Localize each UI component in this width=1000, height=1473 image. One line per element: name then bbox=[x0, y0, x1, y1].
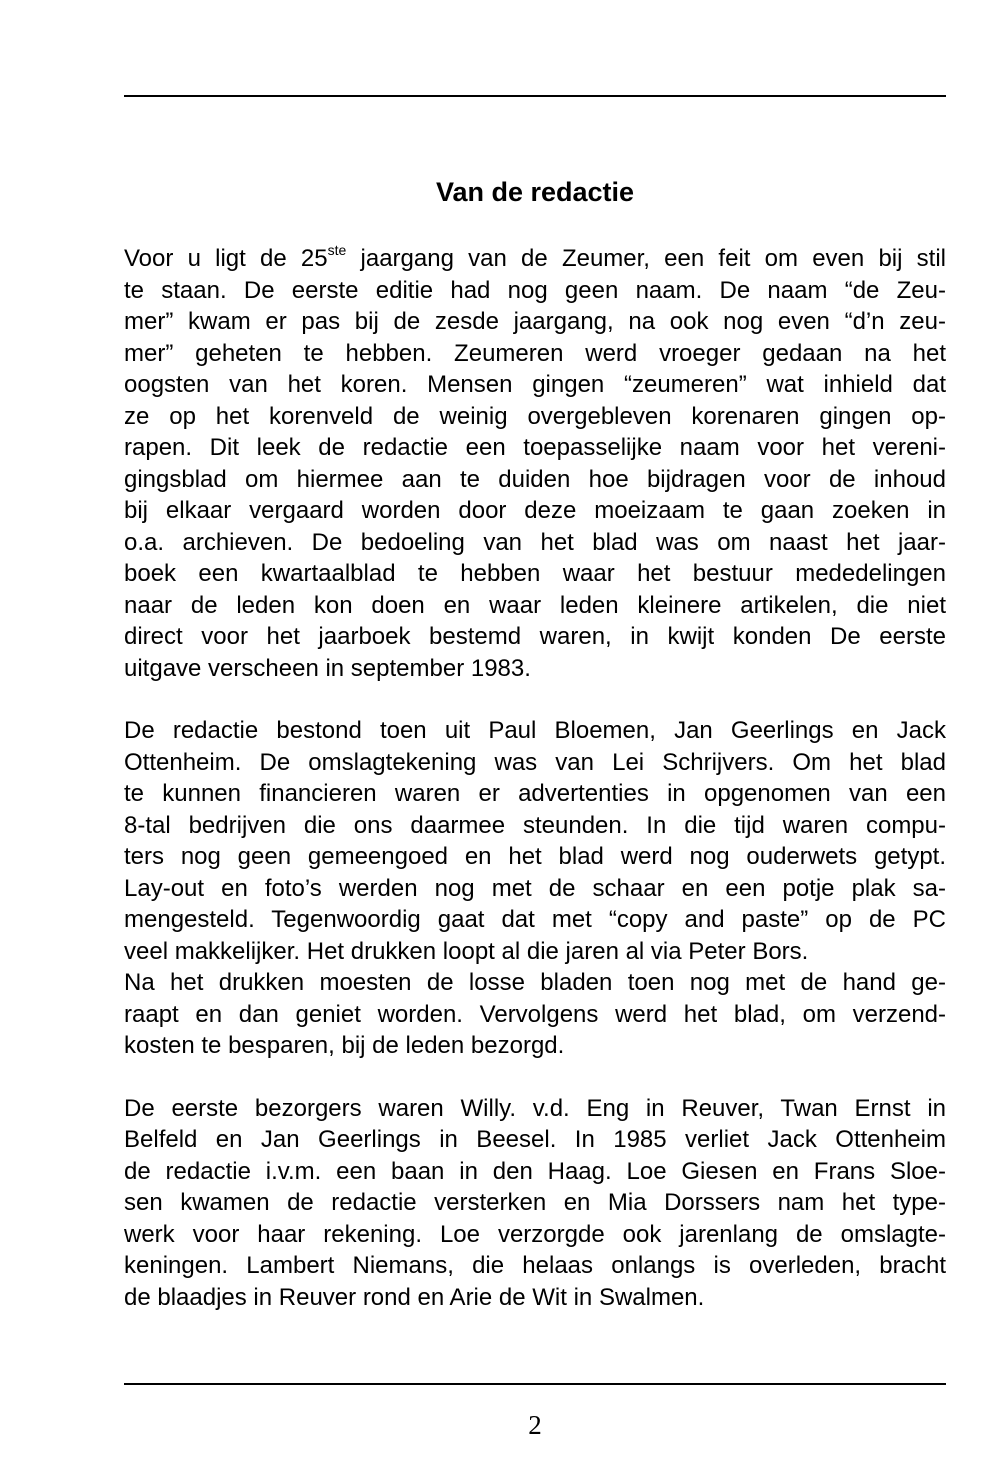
text-line: mer” geheten te hebben. Zeumeren werd vroeger gedaan na het bbox=[124, 339, 946, 367]
ordinal-superscript: ste bbox=[327, 242, 347, 258]
text-line: mer” kwam er pas bij de zesde jaargang, na ook nog even “d’n zeu- bbox=[124, 308, 946, 335]
paragraph-3 bbox=[124, 1093, 946, 1314]
text-line: de redactie i.v.m. een baan in den Haag. Loe Giesen en Frans Sloe- bbox=[124, 1157, 946, 1185]
article-body bbox=[124, 243, 946, 1344]
text-line: oogsten van het koren. Mensen gingen “zeumeren” wat inhield dat bbox=[124, 371, 946, 398]
text-line: 8-tal bedrijven die ons daarmee steunden. In die tijd waren compu- bbox=[124, 811, 946, 839]
text-line: te staan. De eerste editie had nog geen naam. De naam “de Zeu- bbox=[124, 276, 946, 304]
paragraph-1 bbox=[124, 243, 946, 684]
text-line: raapt en dan geniet worden. Vervolgens werd het blad, om verzend- bbox=[124, 1000, 946, 1028]
text-line: De redactie bestond toen uit Paul Bloemen, Jan Geerlings en Jack bbox=[124, 717, 946, 744]
text-line: Na het drukken moesten de losse bladen toen nog met de hand ge- bbox=[124, 969, 946, 996]
text-line: direct voor het jaarboek bestemd waren, in kwijt konden De eerste bbox=[124, 623, 946, 650]
text-line: te kunnen financieren waren er advertenties in opgenomen van een bbox=[124, 780, 946, 807]
text-line: Lay-out en foto’s werden nog met de schaar en een potje plak sa- bbox=[124, 874, 946, 902]
paragraph-2 bbox=[124, 715, 946, 1062]
text-line: rapen. Dit leek de redactie een toepasselijke naam voor het vereni- bbox=[124, 434, 946, 461]
text-line: veel makkelijker. Het drukken loopt al die jaren al via Peter Bors. bbox=[124, 937, 809, 965]
text-line: boek een kwartaalblad te hebben waar het bestuur mededelingen bbox=[124, 560, 946, 587]
page-number: 2 bbox=[528, 1410, 542, 1440]
text-line: Belfeld en Jan Geerlings in Beesel. In 1985 verliet Jack Ottenheim bbox=[124, 1126, 946, 1153]
text-line: bij elkaar vergaard worden door deze moeizaam te gaan zoeken in bbox=[124, 497, 946, 524]
top-rule bbox=[124, 95, 946, 97]
text-line: ze op het korenveld de weinig overgebleven korenaren gingen op- bbox=[124, 402, 946, 430]
text-line: naar de leden kon doen en waar leden kleinere artikelen, die niet bbox=[124, 591, 946, 619]
text-line: mengesteld. Tegenwoordig gaat dat met “copy and paste” op de PC bbox=[124, 906, 946, 933]
text-line: werk voor haar rekening. Loe verzorgde ook jarenlang de omslagte- bbox=[124, 1220, 946, 1248]
text-line: de blaadjes in Reuver rond en Arie de Wit in Swalmen. bbox=[124, 1283, 705, 1311]
text-line: ters nog geen gemeengoed en het blad werd nog ouderwets getypt. bbox=[124, 843, 946, 870]
bottom-rule bbox=[124, 1383, 946, 1385]
text-line: o.a. archieven. De bedoeling van het blad was om naast het jaar- bbox=[124, 528, 946, 556]
text-line: sen kwamen de redactie versterken en Mia Dorssers nam het type- bbox=[124, 1189, 946, 1216]
page-title: Van de redactie bbox=[435, 177, 635, 207]
text-line: gingsblad om hiermee aan te duiden hoe bijdragen voor de inhoud bbox=[124, 465, 946, 493]
text-line: uitgave verscheen in september 1983. bbox=[124, 654, 531, 682]
text-line: kosten te besparen, bij de leden bezorgd. bbox=[124, 1032, 565, 1059]
text-line: Ottenheim. De omslagtekening was van Lei Schrijvers. Om het blad bbox=[124, 748, 946, 776]
text-line: keningen. Lambert Niemans, die helaas onlangs is overleden, bracht bbox=[124, 1252, 946, 1279]
text-line: De eerste bezorgers waren Willy. v.d. Eng in Reuver, Twan Ernst in bbox=[124, 1094, 946, 1122]
text-line: Voor u ligt de 25ste jaargang van de Zeumer, een feit om even bij stil bbox=[124, 242, 946, 272]
